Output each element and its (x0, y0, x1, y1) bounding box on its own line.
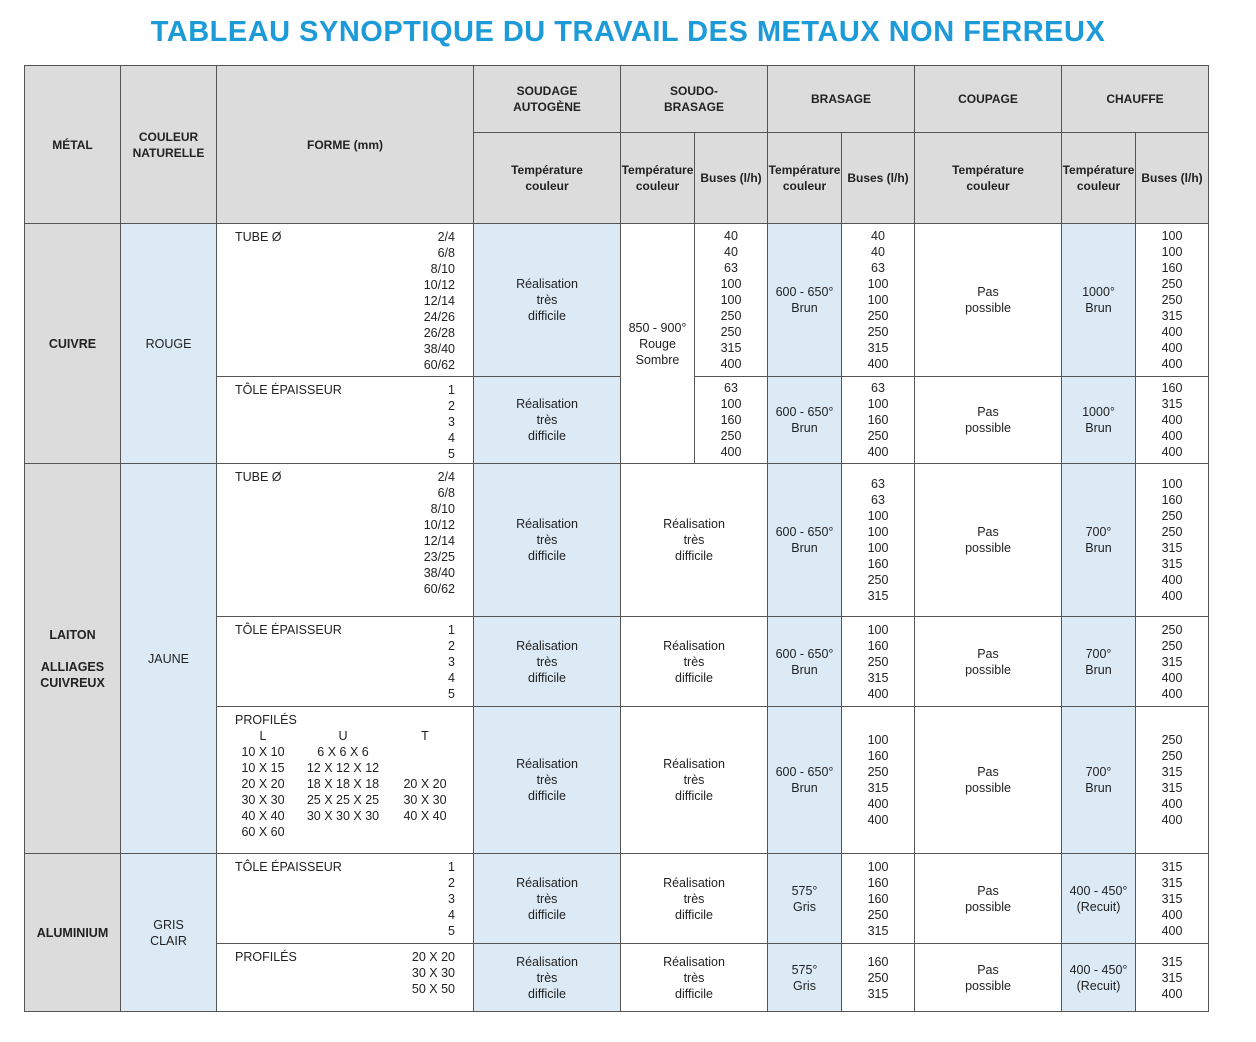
profile-type: T (421, 729, 429, 743)
chauffe-temp-cell: 700° Brun (1062, 617, 1136, 707)
profile-size: 20 X 20 (403, 777, 447, 791)
brasage-buses-cell: 100 160 250 315 400 (842, 617, 915, 707)
brasage-temp-cell: 575° Gris (768, 944, 842, 1012)
forme-cell (217, 224, 474, 377)
forme-label: PROFILÉS (235, 950, 297, 964)
header-soudo-brasage: SOUDO- BRASAGE (621, 66, 768, 133)
profile-size: 30 X 30 (403, 793, 447, 807)
table-row (25, 224, 1209, 377)
chauffe-buses-cell: 100 100 160 250 250 315 400 400 400 (1136, 224, 1209, 377)
chauffe-buses-cell: 250 250 315 315 400 400 (1136, 707, 1209, 854)
profile-size: 30 X 30 X 30 (306, 809, 380, 823)
chauffe-buses-cell: 100 160 250 250 315 315 400 400 (1136, 464, 1209, 617)
brasage-buses-cell: 63 63 100 100 100 160 250 315 (842, 464, 915, 617)
synoptic-table (24, 65, 1209, 1012)
header-forme: FORME (mm) (217, 66, 474, 224)
brasage-temp-cell: 600 - 650° Brun (768, 377, 842, 464)
coupage-cell: Pas possible (915, 707, 1062, 854)
profile-size: 25 X 25 X 25 (306, 793, 380, 807)
forme-label: PROFILÉS (235, 713, 297, 727)
soudage-cell: Réalisation très difficile (474, 707, 621, 854)
profile-size: 10 X 15 (241, 761, 285, 775)
profile-size: 20 X 20 (241, 777, 285, 791)
soudo-brasage-cell: Réalisation très difficile (621, 464, 768, 617)
header-soudage: SOUDAGE AUTOGÈNE (474, 66, 621, 133)
subheader-soudage-temp: Température couleur (474, 133, 621, 224)
profile-size: 12 X 12 X 12 (306, 761, 380, 775)
forme-label: TÔLE ÉPAISSEUR (235, 383, 342, 397)
chauffe-buses-cell: 160 315 400 400 400 (1136, 377, 1209, 464)
chauffe-buses-cell: 315 315 315 400 400 (1136, 854, 1209, 944)
forme-label: TUBE Ø (235, 470, 282, 484)
chauffe-temp-cell: 700° Brun (1062, 464, 1136, 617)
profile-size: 40 X 40 (241, 809, 285, 823)
profile-size: 10 X 10 (241, 745, 285, 759)
coupage-cell: Pas possible (915, 377, 1062, 464)
brasage-temp-cell: 600 - 650° Brun (768, 224, 842, 377)
forme-cell (217, 377, 474, 464)
forme-cell (217, 464, 474, 617)
subheader-brasage-buses: Buses (l/h) (842, 133, 915, 224)
header-brasage: BRASAGE (768, 66, 915, 133)
forme-cell (217, 944, 474, 1012)
soudo-brasage-cell: Réalisation très difficile (621, 944, 768, 1012)
profile-size: 40 X 40 (403, 809, 447, 823)
brasage-temp-cell: 600 - 650° Brun (768, 617, 842, 707)
soudo-buses-cell: 40 40 63 100 100 250 250 315 400 (695, 224, 768, 377)
subheader-chauffe-buses: Buses (l/h) (1136, 133, 1209, 224)
profiles-block (217, 710, 473, 840)
metal-cell: LAITON ALLIAGES CUIVREUX (25, 464, 121, 854)
soudage-cell: Réalisation très difficile (474, 944, 621, 1012)
forme-dimensions: 2/4 6/8 8/10 10/12 12/14 23/25 38/40 60/62 (423, 470, 455, 596)
chauffe-temp-cell: 1000° Brun (1062, 377, 1136, 464)
profile-type: L (259, 729, 267, 743)
header-metal: MÉTAL (25, 66, 121, 224)
coupage-cell: Pas possible (915, 854, 1062, 944)
chauffe-temp-cell: 400 - 450° (Recuit) (1062, 854, 1136, 944)
profile-type: U (338, 729, 348, 743)
chauffe-temp-cell: 1000° Brun (1062, 224, 1136, 377)
coupage-cell: Pas possible (915, 944, 1062, 1012)
profile-size: 30 X 30 (241, 793, 285, 807)
profile-size: 60 X 60 (241, 825, 285, 839)
profile-size: 6 X 6 X 6 (317, 745, 369, 759)
forme-cell (217, 707, 474, 854)
header-couleur: COULEUR NATURELLE (121, 66, 217, 224)
chauffe-buses-cell: 315 315 400 (1136, 944, 1209, 1012)
coupage-cell: Pas possible (915, 224, 1062, 377)
forme-label: TÔLE ÉPAISSEUR (235, 860, 342, 874)
soudo-brasage-cell: Réalisation très difficile (621, 854, 768, 944)
soudage-cell: Réalisation très difficile (474, 464, 621, 617)
coupage-cell: Pas possible (915, 464, 1062, 617)
metal-cell: ALUMINIUM (25, 854, 121, 1012)
chauffe-temp-cell: 400 - 450° (Recuit) (1062, 944, 1136, 1012)
soudo-brasage-cell: Réalisation très difficile (621, 707, 768, 854)
header-chauffe: CHAUFFE (1062, 66, 1209, 133)
soudo-temp-cell: 850 - 900° Rouge Sombre (621, 224, 695, 464)
brasage-buses-cell: 63 100 160 250 400 (842, 377, 915, 464)
couleur-cell: ROUGE (121, 224, 217, 464)
brasage-buses-cell: 100 160 160 250 315 (842, 854, 915, 944)
forme-label: TÔLE ÉPAISSEUR (235, 623, 342, 637)
soudage-cell: Réalisation très difficile (474, 377, 621, 464)
subheader-chauffe-temp: Température couleur (1062, 133, 1136, 224)
metal-cell: CUIVRE (25, 224, 121, 464)
soudo-buses-cell: 63 100 160 250 400 (695, 377, 768, 464)
profile-size (395, 824, 455, 840)
subheader-soudo-temp: Température couleur (621, 133, 695, 224)
soudage-cell: Réalisation très difficile (474, 224, 621, 377)
profile-size (395, 760, 455, 776)
brasage-buses-cell: 40 40 63 100 100 250 250 315 400 (842, 224, 915, 377)
forme-dimensions: 20 X 20 30 X 30 50 X 50 (411, 950, 455, 996)
forme-label: TUBE Ø (235, 230, 282, 244)
profile-size (291, 824, 395, 840)
forme-cell (217, 854, 474, 944)
page-title: TABLEAU SYNOPTIQUE DU TRAVAIL DES METAUX NON FERREUX (150, 16, 1106, 48)
profiles-grid (235, 728, 455, 840)
profile-size: 18 X 18 X 18 (306, 777, 380, 791)
brasage-buses-cell: 100 160 250 315 400 400 (842, 707, 915, 854)
soudage-cell: Réalisation très difficile (474, 617, 621, 707)
header-coupage: COUPAGE (915, 66, 1062, 133)
soudage-cell: Réalisation très difficile (474, 854, 621, 944)
chauffe-buses-cell: 250 250 315 400 400 (1136, 617, 1209, 707)
soudo-brasage-cell: Réalisation très difficile (621, 617, 768, 707)
table-row (25, 464, 1209, 617)
couleur-cell: JAUNE (121, 464, 217, 854)
forme-dimensions: 2/4 6/8 8/10 10/12 12/14 24/26 26/28 38/40 60/62 (423, 230, 455, 372)
subheader-coupage-temp: Température couleur (915, 133, 1062, 224)
forme-cell (217, 617, 474, 707)
subheader-brasage-temp: Température couleur (768, 133, 842, 224)
coupage-cell: Pas possible (915, 617, 1062, 707)
forme-dimensions: 1 2 3 4 5 (448, 860, 455, 938)
brasage-temp-cell: 575° Gris (768, 854, 842, 944)
brasage-temp-cell: 600 - 650° Brun (768, 464, 842, 617)
subheader-soudo-buses: Buses (l/h) (695, 133, 768, 224)
forme-dimensions: 1 2 3 4 5 (448, 623, 455, 701)
table-row (25, 854, 1209, 944)
brasage-temp-cell: 600 - 650° Brun (768, 707, 842, 854)
couleur-cell: GRIS CLAIR (121, 854, 217, 1012)
chauffe-temp-cell: 700° Brun (1062, 707, 1136, 854)
brasage-buses-cell: 160 250 315 (842, 944, 915, 1012)
forme-dimensions: 1 2 3 4 5 (448, 383, 455, 461)
profile-size (395, 744, 455, 760)
